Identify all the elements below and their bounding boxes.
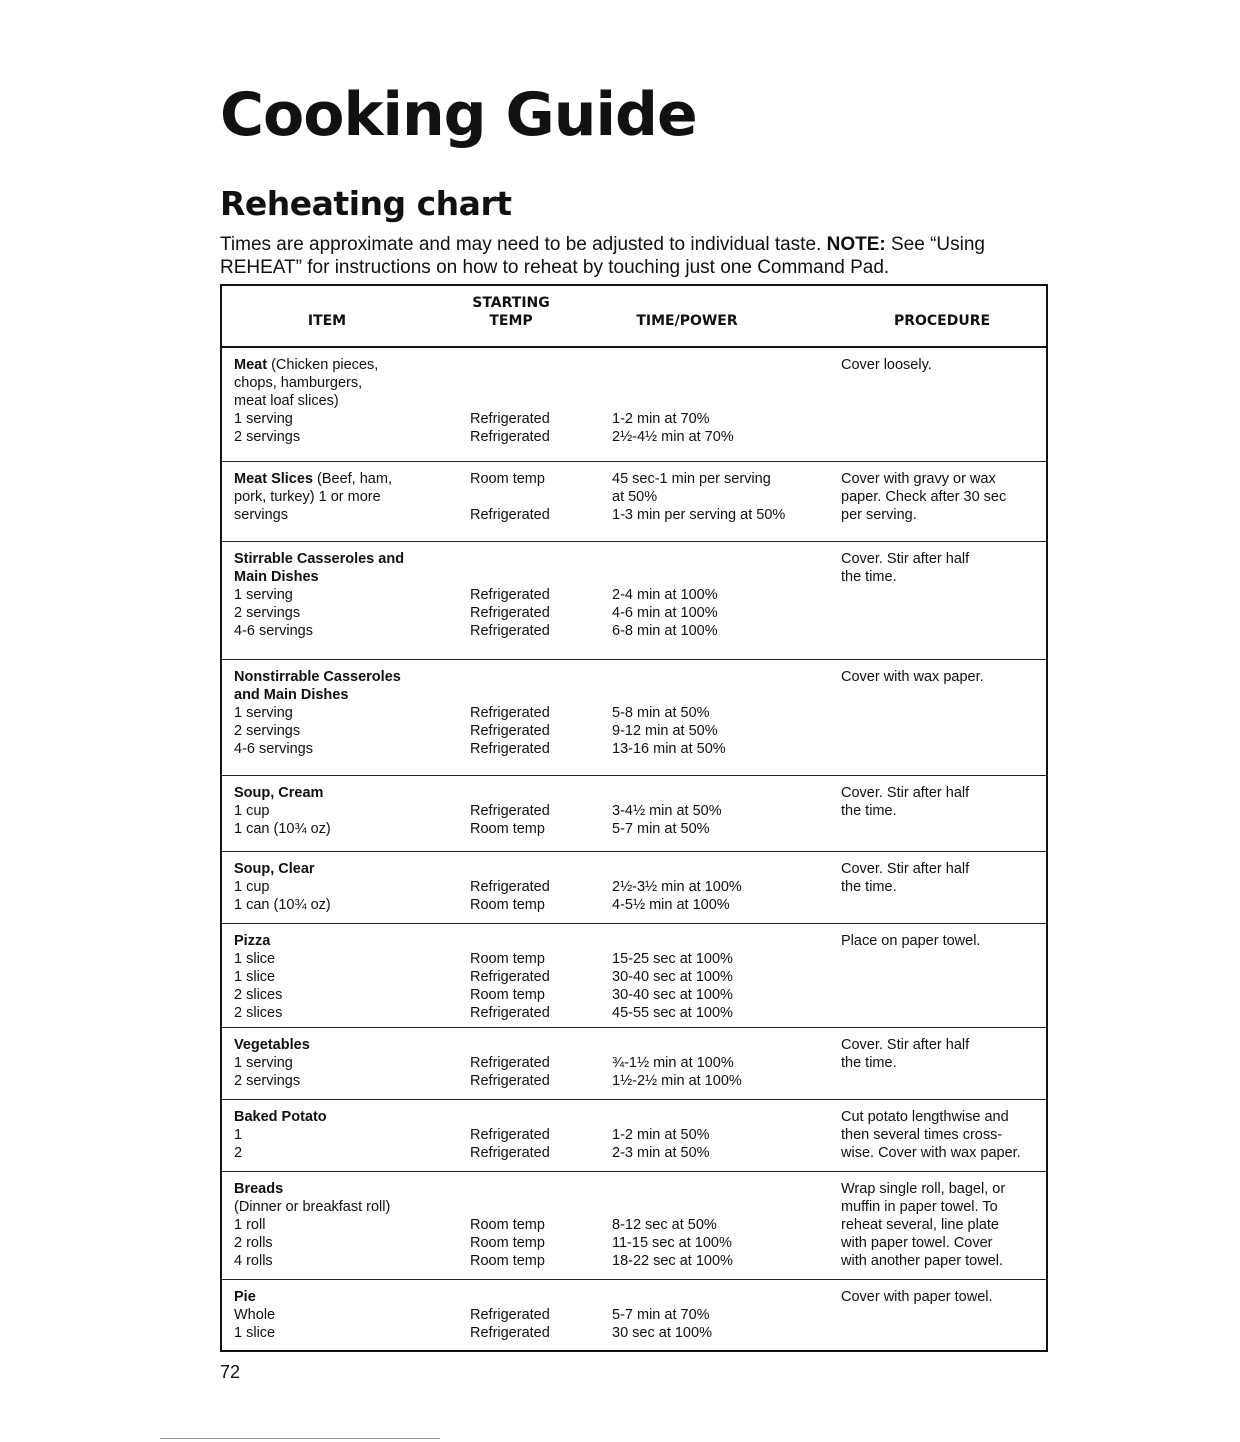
table-row [222,852,1046,924]
procedure-text: Cover. Stir after half [841,1037,970,1053]
procedure-text: paper. Check after 30 sec [841,489,1007,505]
procedure-text: Wrap single roll, bagel, or [841,1181,1006,1197]
item-cell [234,1288,275,1342]
table-row [222,1100,1046,1172]
item-cell [234,1036,310,1090]
time-cell [612,1216,733,1270]
starting-temp: Refrigerated [470,705,550,721]
item-serving: 1 [234,1127,243,1143]
procedure-text: the time. [841,803,897,819]
item-serving: 1 cup [234,879,270,895]
table-header [222,286,1046,348]
starting-temp: Refrigerated [470,507,550,523]
starting-temp: Refrigerated [470,587,550,603]
table-row [222,924,1046,1028]
time-power: 15-25 sec at 100% [612,951,733,967]
table-row [222,1172,1046,1280]
time-cell [612,586,718,640]
header-starting-temp [470,294,552,330]
table-row [222,776,1046,852]
item-serving: 1 slice [234,969,276,985]
item-name [234,1180,390,1198]
starting-temp: Refrigerated [470,1055,550,1071]
header-temp-line1: STARTING [472,295,550,311]
section-title: Reheating chart [220,184,512,223]
item-serving: 4-6 servings [234,623,313,639]
table-row [222,462,1046,542]
procedure-cell [841,470,1006,524]
starting-temp: Refrigerated [470,411,550,427]
temp-cell [470,470,550,524]
procedure-cell [841,1108,1021,1162]
time-power: ¾-1½ min at 100% [612,1055,734,1071]
item-serving: 2 servings [234,605,301,621]
time-power: 2-3 min at 50% [612,1145,710,1161]
time-power: 2½-3½ min at 100% [612,879,742,895]
temp-cell [470,410,550,446]
time-power: 18-22 sec at 100% [612,1253,733,1269]
starting-temp: Refrigerated [470,723,550,739]
starting-temp: Refrigerated [470,1325,550,1341]
item-name [234,860,331,878]
procedure-text: per serving. [841,507,917,523]
intro-text: Times are approximate and may need to be adjusted to individual taste. [220,234,822,255]
item-serving: 4-6 servings [234,741,313,757]
item-description: pork, turkey) 1 or more [234,489,381,505]
item-name [234,932,282,950]
item-name-text: Main Dishes [234,569,319,585]
procedure-text: Place on paper towel. [841,933,981,949]
item-serving: 4 rolls [234,1253,273,1269]
procedure-text: the time. [841,569,897,585]
starting-temp: Room temp [470,1235,545,1251]
time-cell [612,470,785,524]
intro-paragraph [220,233,1050,279]
table-row [222,1028,1046,1100]
time-power: 11-15 sec at 100% [612,1235,732,1251]
time-power: 30-40 sec at 100% [612,969,733,985]
procedure-cell [841,550,969,586]
time-power: 5-7 min at 70% [612,1307,710,1323]
scan-artifact-line [160,1438,440,1439]
intro-note-text: See “Using REHEAT” for instructions on how to reheat by touching just one Command Pad. [220,234,985,278]
item-serving: 1 roll [234,1217,266,1233]
item-description: servings [234,507,288,523]
time-power: 4-6 min at 100% [612,605,718,621]
item-name [234,686,401,704]
header-temp-line2: TEMP [489,313,533,329]
item-description: chops, hamburgers, [234,375,363,391]
time-power: 13-16 min at 50% [612,741,726,757]
time-cell [612,802,722,838]
starting-temp: Refrigerated [470,969,550,985]
procedure-cell [841,932,980,950]
item-name-text: and Main Dishes [234,687,349,703]
procedure-cell [841,1288,993,1306]
item-serving: 1 serving [234,587,293,603]
item-name-text: Baked Potato [234,1109,327,1125]
table-row [222,542,1046,660]
time-power: 1½-2½ min at 100% [612,1073,742,1089]
item-serving: 1 can (10¾ oz) [234,897,331,913]
time-power: at 50% [612,489,658,505]
temp-cell [470,1216,545,1270]
procedure-cell [841,668,984,686]
starting-temp: Refrigerated [470,1307,550,1323]
starting-temp: Room temp [470,1217,545,1233]
procedure-text: the time. [841,1055,897,1071]
header-time-power: TIME/POWER [636,313,738,329]
item-cell [234,1180,390,1270]
time-power: 8-12 sec at 50% [612,1217,717,1233]
starting-temp [470,488,550,506]
time-cell [612,704,726,758]
procedure-cell [841,1180,1005,1270]
time-cell [612,878,742,914]
item-name [234,568,404,586]
item-serving: 1 serving [234,705,293,721]
procedure-text: then several times cross- [841,1127,1003,1143]
item-serving: 1 serving [234,1055,293,1071]
item-name [234,470,392,488]
procedure-text: the time. [841,879,897,895]
starting-temp: Refrigerated [470,1127,550,1143]
procedure-cell [841,1036,969,1072]
item-description: meat loaf slices) [234,393,339,409]
starting-temp: Refrigerated [470,623,550,639]
item-serving: 1 slice [234,951,276,967]
reheating-table [220,284,1048,1352]
item-name-text: Stirrable Casseroles and [234,551,405,567]
starting-temp: Refrigerated [470,1005,550,1021]
temp-cell [470,1126,550,1162]
starting-temp: Room temp [470,987,545,1003]
time-power: 45 sec-1 min per serving [612,471,771,487]
starting-temp: Refrigerated [470,429,550,445]
time-power: 30 sec at 100% [612,1325,712,1341]
item-name [234,1036,310,1054]
procedure-text: Cut potato lengthwise and [841,1109,1009,1125]
item-serving: 2 servings [234,723,301,739]
time-power: 1-2 min at 70% [612,411,710,427]
item-cell [234,356,378,446]
starting-temp: Room temp [470,471,545,487]
procedure-text: Cover with wax paper. [841,669,984,685]
item-name [234,356,378,374]
item-description: (Dinner or breakfast roll) [234,1199,391,1215]
table-row [222,1280,1046,1350]
time-power: 3-4½ min at 50% [612,803,722,819]
time-power: 45-55 sec at 100% [612,1005,733,1021]
procedure-text: reheat several, line plate [841,1217,999,1233]
item-cell [234,784,331,838]
starting-temp: Room temp [470,897,545,913]
item-name [234,1108,327,1126]
item-serving: 1 serving [234,411,293,427]
page-title: Cooking Guide [220,80,697,150]
time-power: 2-4 min at 100% [612,587,718,603]
item-serving: 2 slices [234,1005,283,1021]
procedure-cell [841,860,969,896]
starting-temp: Room temp [470,951,545,967]
starting-temp: Refrigerated [470,1145,550,1161]
item-name-text: Nonstirrable Casseroles [234,669,401,685]
item-serving: 1 can (10¾ oz) [234,821,331,837]
procedure-text: Cover. Stir after half [841,551,970,567]
item-name-text: Pizza [234,933,271,949]
item-name-text: Soup, Cream [234,785,324,801]
time-cell [612,410,734,446]
temp-cell [470,586,550,640]
item-name-text: Pie [234,1289,256,1305]
item-serving: 1 cup [234,803,270,819]
time-cell [612,950,733,1022]
time-cell [612,1126,710,1162]
temp-cell [470,950,550,1022]
procedure-cell [841,784,969,820]
table-row [222,660,1046,776]
procedure-text: wise. Cover with wax paper. [841,1145,1021,1161]
item-name-text: Vegetables [234,1037,310,1053]
time-power: 1-3 min per serving at 50% [612,507,786,523]
page-number: 72 [220,1362,241,1382]
time-power: 2½-4½ min at 70% [612,429,734,445]
item-name-text: Breads [234,1181,284,1197]
starting-temp: Room temp [470,821,545,837]
item-name [234,784,331,802]
note-label: NOTE: [826,234,886,255]
time-power: 30-40 sec at 100% [612,987,733,1003]
item-cell [234,550,404,640]
temp-cell [470,704,550,758]
item-name [234,1288,275,1306]
time-cell [612,1306,712,1342]
procedure-text: muffin in paper towel. To [841,1199,998,1215]
temp-cell [470,1306,550,1342]
table-row [222,348,1046,462]
time-power: 5-8 min at 50% [612,705,710,721]
procedure-text: Cover. Stir after half [841,861,970,877]
temp-cell [470,878,550,914]
temp-cell [470,802,550,838]
item-name-detail: (Chicken pieces, [267,357,379,373]
item-cell [234,932,282,1022]
header-procedure: PROCEDURE [893,313,991,329]
item-serving: Whole [234,1307,276,1323]
time-power: 4-5½ min at 100% [612,897,730,913]
item-serving: 2 slices [234,987,283,1003]
item-cell [234,860,331,914]
procedure-text: Cover loosely. [841,357,932,373]
starting-temp: Refrigerated [470,879,550,895]
item-name [234,668,401,686]
item-cell [234,668,401,758]
time-power: 6-8 min at 100% [612,623,718,639]
item-serving: 1 slice [234,1325,276,1341]
item-name [234,550,404,568]
item-serving: 2 rolls [234,1235,273,1251]
procedure-text: Cover with gravy or wax [841,471,996,487]
item-serving: 2 servings [234,1073,301,1089]
time-power: 1-2 min at 50% [612,1127,710,1143]
item-serving: 2 [234,1145,243,1161]
item-serving: 2 servings [234,429,301,445]
time-power: 5-7 min at 50% [612,821,710,837]
item-name-detail: (Beef, ham, [313,471,392,487]
item-name-text: Meat [234,357,268,373]
starting-temp: Refrigerated [470,803,550,819]
procedure-text: with paper towel. Cover [841,1235,993,1251]
item-cell [234,1108,327,1162]
starting-temp: Refrigerated [470,605,550,621]
procedure-text: Cover with paper towel. [841,1289,993,1305]
item-name-text: Meat Slices [234,471,313,487]
item-name-text: Soup, Clear [234,861,315,877]
starting-temp: Room temp [470,1253,545,1269]
item-cell [234,470,392,524]
time-power: 9-12 min at 50% [612,723,718,739]
temp-cell [470,1054,550,1090]
procedure-text: with another paper towel. [841,1253,1004,1269]
time-cell [612,1054,742,1090]
starting-temp: Refrigerated [470,1073,550,1089]
header-item: ITEM [307,313,347,329]
procedure-cell [841,356,932,374]
starting-temp: Refrigerated [470,741,550,757]
procedure-text: Cover. Stir after half [841,785,970,801]
